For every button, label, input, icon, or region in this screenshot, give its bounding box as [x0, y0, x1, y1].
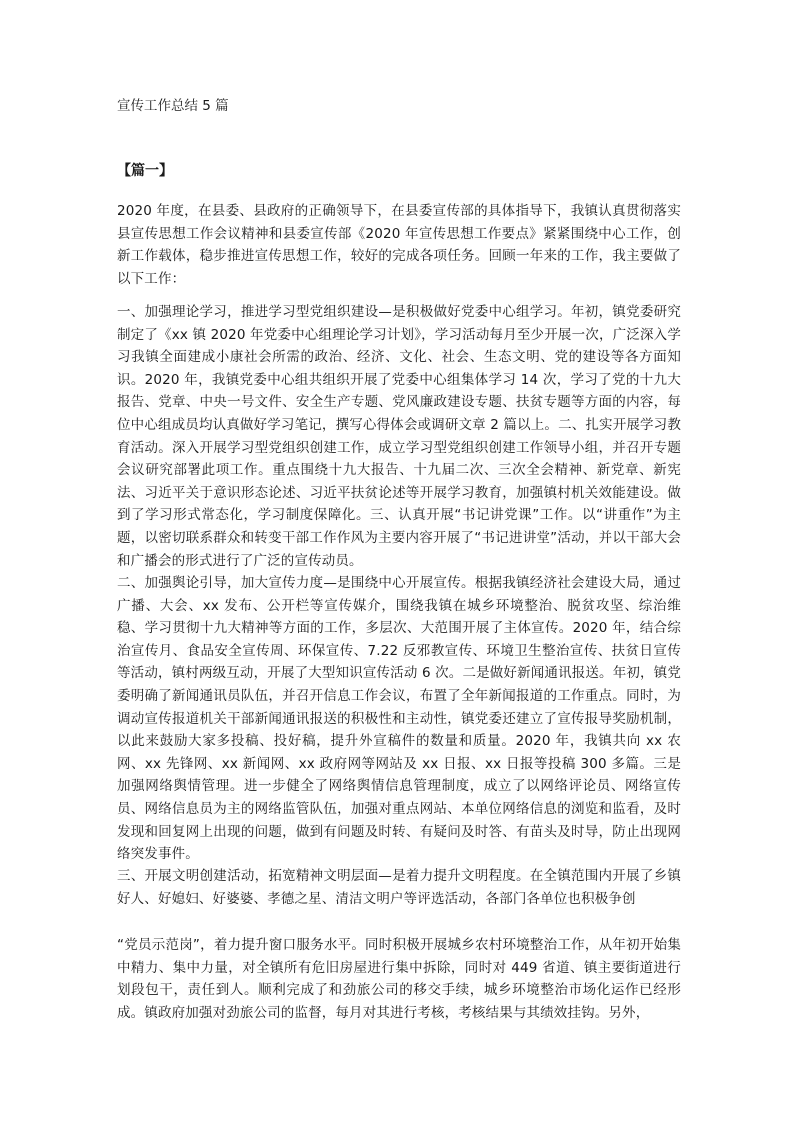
- section-heading: 【篇一】: [117, 163, 173, 179]
- paragraph-theory-study: 一、加强理论学习，推进学习型党组织建设—是积极做好党委中心组学习。年初，镇党委研究制定了《xx 镇 2020 年党委中心组理论学习计划》，学习活动每月至少开展一次，广泛深入学习我镇全面建成小康社会所需的政治、经济、文化、社会、生态文明、党的建设等各方面知识。2020 年，我镇党委中心组共组织开展了党委中心组集体学习 14 次，学习了党的十九大报告、党章、中央一号文件、安全生产专题、党风廉政建设专题、扶贫专题等方面的内容，每位中心组成员均认真做好学习笔记，撰写心得体会或调研文章 2 篇以上。二、扎实开展学习教育活动。深入开展学习型党组织创建工作，成立学习型党组织创建工作领导小组，并召开专题会议研究部署此项工作。重点围绕十九大报告、十九届二次、三次全会精神、新党章、新宪法、习近平关于意识形态论述、习近平扶贫论述等开展学习教育，加强镇村机关效能建设。做到了学习形式常态化，学习制度保障化。三、认真开展“书记讲党课”工作。以“讲重作”为主题，以密切联系群众和转变干部工作作风为主要内容开展了“书记进讲堂”活动，并以干部大会和广播会的形式进行了广泛的宣传动员。: [117, 304, 681, 569]
- document-title: 宣传工作总结 5 篇: [117, 98, 229, 114]
- paragraph-public-opinion: 二、加强舆论引导，加大宣传力度—是围绕中心开展宣传。根据我镇经济社会建设大局，通过广播、大会、xx 发布、公开栏等宣传媒介，围绕我镇在城乡环境整治、脱贫攻坚、综治维稳、学习贯彻十九大精神等方面的工作，多层次、大范围开展了主体宣传。2020 年，结合综治宣传月、食品安全宣传周、环保宣传、7.22 反邪教宣传、环境卫生整治宣传、扶贫日宣传等活动，镇村两级互动，开展了大型知识宣传活动 6 次。二是做好新闻通讯报送。年初，镇党委明确了新闻通讯员队伍，并召开信息工作会议，布置了全年新闻报道的工作重点。同时，为调动宣传报道机关干部新闻通讯报送的积极性和主动性，镇党委还建立了宣传报导奖励机制，以此来鼓励大家多投稿、投好稿，提升外宣稿件的数量和质量。2020 年，我镇共向 xx 农网、xx 先锋网、xx 新闻网、xx 政府网等网站及 xx 日报、xx 日报等投稿 300 多篇。三是加强网络舆情管理。进一步健全了网络舆情信息管理制度，成立了以网络评论员、网络宣传员、网络信息员为主的网络监管队伍，加强对重点网站、本单位网络信息的浏览和监看，及时发现和回复网上出现的问题，做到有问题及时转、有疑问及时答、有苗头及时导，防止出现网络突发事件。: [117, 575, 681, 863]
- paragraph-civilization: 三、开展文明创建活动，拓宽精神文明层面—是着力提升文明程度。在全镇范围内开展了乡镇好人、好媳妇、好婆婆、孝德之星、清洁文明户等评选活动，各部门各单位也积极争创: [117, 868, 681, 907]
- paragraph-intro: 2020 年度，在县委、县政府的正确领导下，在县委宣传部的具体指导下，我镇认真贯彻落实县宣传思想工作会议精神和县委宣传部《2020 年宣传思想工作要点》紧紧围绕中心工作，创新工作载体，稳步推进宣传思想工作，较好的完成各项任务。回顾一年来的工作，我主要做了以下工作：: [117, 203, 681, 287]
- paragraph-party-model-post: “党员示范岗”，着力提升窗口服务水平。同时积极开展城乡农村环境整治工作，从年初开始集中精力、集中力量，对全镇所有危旧房屋进行集中拆除，同时对 449 省道、镇主要街道进行划段包干，责任到人。顺利完成了和劲旅公司的移交手续，城乡环境整治市场化运作已经形成。镇政府加强对劲旅公司的监督，每月对其进行考核，考核结果与其绩效挂钩。另外，: [117, 937, 681, 1021]
